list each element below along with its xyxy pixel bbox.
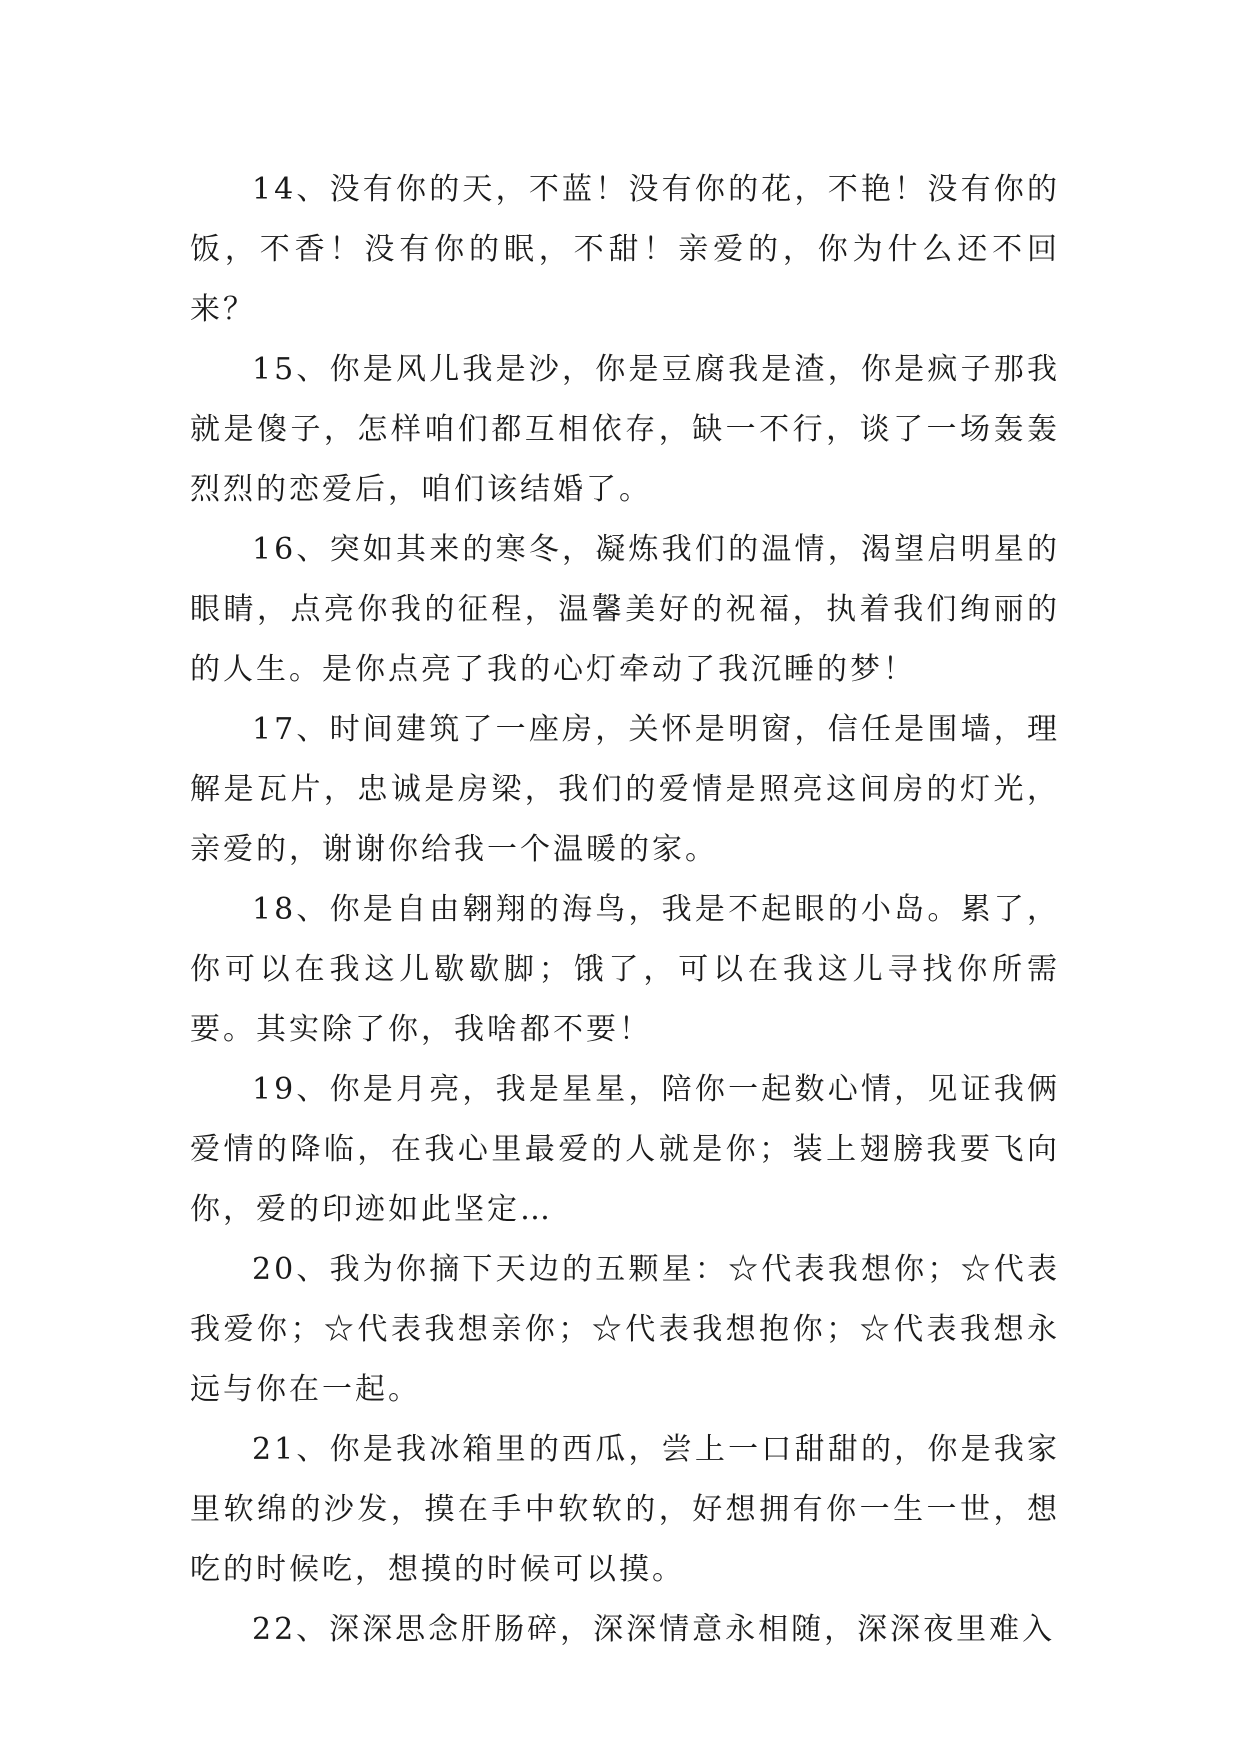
paragraph-16: 16、突如其来的寒冬，凝炼我们的温情，渴望启明星的眼睛，点亮你我的征程，温馨美好的祝福，执着我们绚丽的的人生。是你点亮了我的心灯牵动了我沉睡的梦！ [190,532,1060,687]
paragraph-17: 17、时间建筑了一座房，关怀是明窗，信任是围墙，理解是瓦片，忠诚是房梁，我们的爱情是照亮这间房的灯光，亲爱的，谢谢你给我一个温暖的家。 [190,712,1060,867]
document-body [190,160,1060,1660]
paragraph-14: 14、没有你的天，不蓝！没有你的花，不艳！没有你的饭，不香！没有你的眠，不甜！亲爱的，你为什么还不回来？ [190,172,1060,327]
paragraph-21: 21、你是我冰箱里的西瓜，尝上一口甜甜的，你是我家里软绵的沙发，摸在手中软软的，好想拥有你一生一世，想吃的时候吃，想摸的时候可以摸。 [190,1432,1060,1587]
paragraph-22: 22、深深思念肝肠碎，深深情意永相随，深深夜里难入 [252,1612,1056,1647]
paragraph-18: 18、你是自由翱翔的海鸟，我是不起眼的小岛。累了，你可以在我这儿歇歇脚；饿了，可以在我这儿寻找你所需要。其实除了你，我啥都不要！ [190,892,1060,1047]
paragraph-20: 20、我为你摘下天边的五颗星：☆代表我想你；☆代表我爱你；☆代表我想亲你；☆代表我想抱你；☆代表我想永远与你在一起。 [190,1252,1060,1407]
paragraph-19: 19、你是月亮，我是星星，陪你一起数心情，见证我俩爱情的降临，在我心里最爱的人就是你；装上翅膀我要飞向你，爱的印迹如此坚定… [190,1072,1060,1227]
paragraph-15: 15、你是风儿我是沙，你是豆腐我是渣，你是疯子那我就是傻子，怎样咱们都互相依存，缺一不行，谈了一场轰轰烈烈的恋爱后，咱们该结婚了。 [190,352,1060,507]
